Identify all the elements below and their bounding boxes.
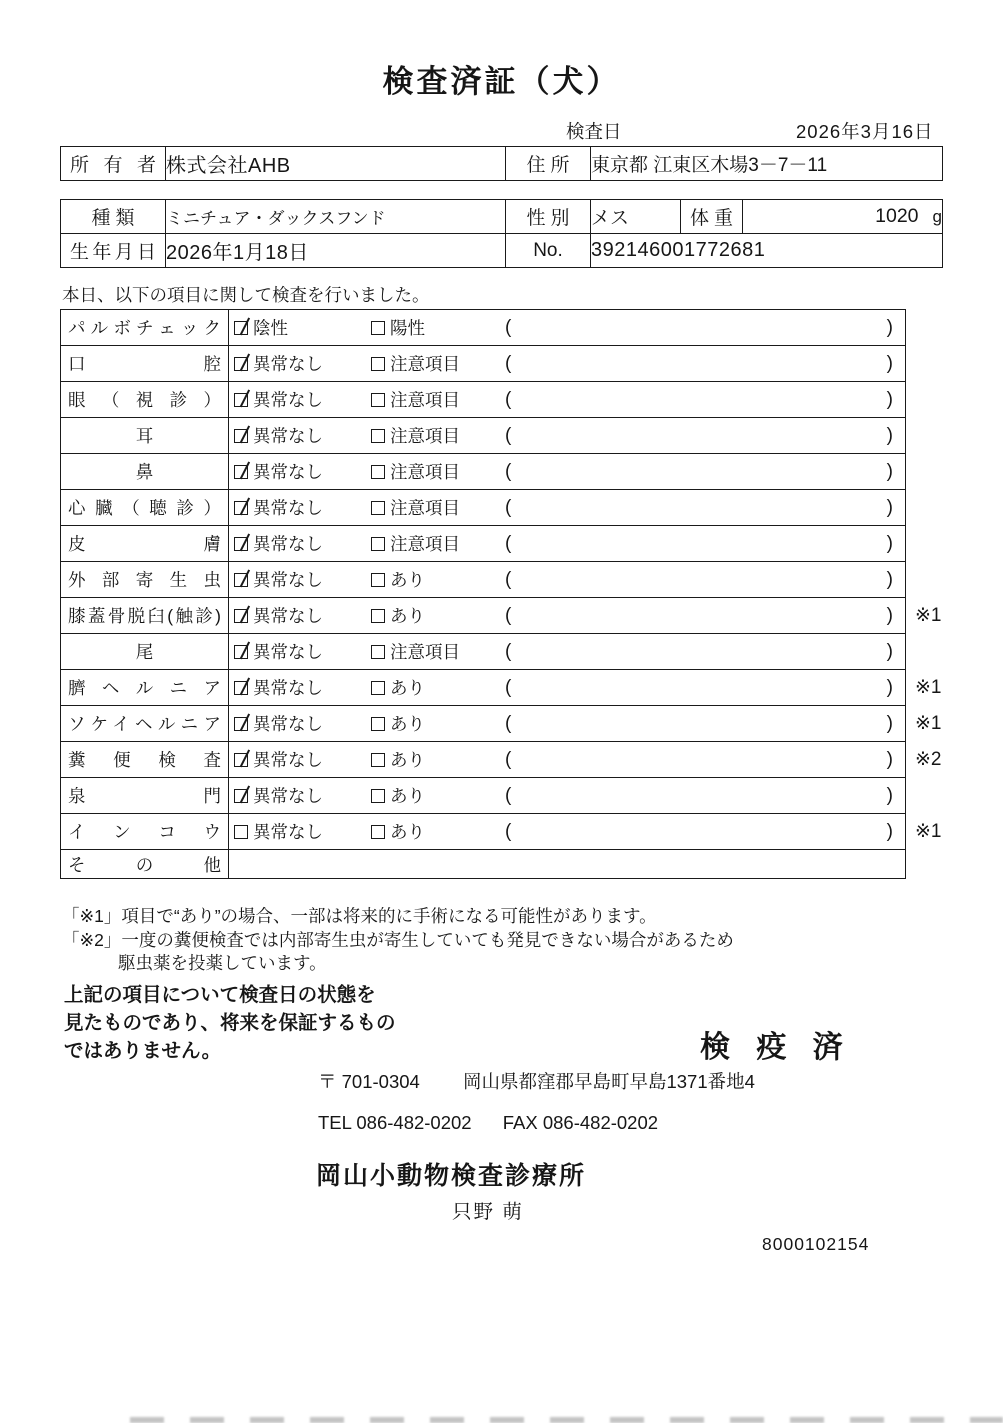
remarks-parentheses xyxy=(503,821,905,843)
inspection-result-cell xyxy=(229,778,906,814)
remarks-parentheses xyxy=(503,389,905,411)
breed-row xyxy=(61,200,943,234)
inspection-row xyxy=(61,742,964,778)
paren-close: ) xyxy=(886,640,893,662)
result-option-1 xyxy=(234,711,371,736)
weight-value: 1020 xyxy=(875,205,919,227)
inspection-row xyxy=(61,490,964,526)
scan-artifact xyxy=(130,1417,1003,1423)
result-option-1 xyxy=(234,819,371,844)
inspection-item-label: 眼（視診） xyxy=(61,382,229,418)
row-reference-note xyxy=(906,778,964,814)
option-1-label: 異常なし xyxy=(253,354,323,374)
option-1-label: 異常なし xyxy=(253,462,323,482)
tel-number: TEL 086-482-0202 xyxy=(318,1112,472,1133)
remarks-parentheses xyxy=(503,353,905,375)
remarks-parentheses xyxy=(503,461,905,483)
row-reference-note xyxy=(906,526,964,562)
paren-open: ( xyxy=(505,496,512,518)
option-1-label: 異常なし xyxy=(253,534,323,554)
inspection-result-cell xyxy=(229,562,906,598)
inspection-item-label: 心臓（聴診） xyxy=(61,490,229,526)
inspection-table xyxy=(60,309,964,879)
checkbox-option-1 xyxy=(234,789,248,803)
inspection-item-label: 口腔 xyxy=(61,346,229,382)
row-reference-note xyxy=(906,418,964,454)
footnote-2-line1: 「※2」一度の糞便検査では内部寄生虫が寄生していても発見できない場合があるため xyxy=(62,930,734,950)
inspection-result-cell xyxy=(229,814,906,850)
checkbox-option-2 xyxy=(371,681,385,695)
remarks-parentheses xyxy=(503,641,905,663)
inspection-item-label: 耳 xyxy=(61,418,229,454)
birthdate-value: 2026年1月18日 xyxy=(166,234,506,268)
paren-open: ( xyxy=(505,352,512,374)
checkbox-option-2 xyxy=(371,609,385,623)
clinic-phone-line xyxy=(318,1112,658,1134)
paren-open: ( xyxy=(505,532,512,554)
paren-open: ( xyxy=(505,820,512,842)
postal-code: 〒 701-0304 xyxy=(318,1071,420,1092)
option-2-label: 注意項目 xyxy=(390,390,460,410)
disclaimer-line-1: 上記の項目について検査日の状態を xyxy=(64,984,376,1006)
remarks-parentheses xyxy=(503,713,905,735)
result-option-2 xyxy=(371,315,503,340)
certificate-no-label: No. xyxy=(506,234,591,268)
paren-close: ) xyxy=(886,316,893,338)
option-2-label: 陽性 xyxy=(390,318,425,338)
birthdate-row xyxy=(61,234,943,268)
inspection-result-cell xyxy=(229,850,906,879)
remarks-parentheses xyxy=(503,425,905,447)
row-reference-note: ※2 xyxy=(915,749,942,770)
result-option-2 xyxy=(371,675,503,700)
option-2-label: 注意項目 xyxy=(390,642,460,662)
checkbox-option-2 xyxy=(371,789,385,803)
paren-open: ( xyxy=(505,316,512,338)
row-reference-note xyxy=(906,634,964,670)
option-1-label: 異常なし xyxy=(253,606,323,626)
paren-close: ) xyxy=(886,676,893,698)
checkbox-option-2 xyxy=(371,429,385,443)
row-reference-note: ※1 xyxy=(915,821,942,842)
option-1-label: 異常なし xyxy=(253,750,323,770)
result-option-1 xyxy=(234,639,371,664)
row-reference-note xyxy=(906,850,964,879)
checkbox-option-1 xyxy=(234,429,248,443)
inspection-result-cell xyxy=(229,490,906,526)
checkbox-option-1 xyxy=(234,717,248,731)
paren-close: ) xyxy=(886,352,893,374)
row-reference-note xyxy=(906,346,964,382)
checkbox-option-2 xyxy=(371,465,385,479)
inspection-row xyxy=(61,346,964,382)
option-2-label: あり xyxy=(390,570,425,590)
inspection-item-label: 臍ヘルニア xyxy=(61,670,229,706)
remarks-parentheses xyxy=(503,785,905,807)
row-reference-note: ※1 xyxy=(915,713,942,734)
paren-close: ) xyxy=(886,424,893,446)
inspection-item-label: 鼻 xyxy=(61,454,229,490)
paren-close: ) xyxy=(886,388,893,410)
checkbox-option-2 xyxy=(371,357,385,371)
option-2-label: 注意項目 xyxy=(390,426,460,446)
inspection-row xyxy=(61,562,964,598)
checkbox-option-1 xyxy=(234,465,248,479)
result-option-2 xyxy=(371,495,503,520)
result-option-1 xyxy=(234,783,371,808)
option-2-label: あり xyxy=(390,678,425,698)
option-2-label: あり xyxy=(390,714,425,734)
inspection-result-cell xyxy=(229,670,906,706)
pet-info-table xyxy=(60,199,943,268)
sex-label: 性別 xyxy=(506,200,591,234)
checkbox-option-2 xyxy=(371,645,385,659)
result-option-2 xyxy=(371,603,503,628)
option-2-label: あり xyxy=(390,822,425,842)
checkbox-option-1 xyxy=(234,393,248,407)
inspection-row xyxy=(61,382,964,418)
inspection-row xyxy=(61,418,964,454)
result-option-2 xyxy=(371,639,503,664)
checkbox-option-1 xyxy=(234,321,248,335)
inspection-item-label: 泉門 xyxy=(61,778,229,814)
inspection-result-cell xyxy=(229,418,906,454)
intro-text: 本日、以下の項目に関して検査を行いました。 xyxy=(62,285,430,305)
disclaimer-text xyxy=(64,981,396,1065)
inspection-row xyxy=(61,706,964,742)
quarantine-stamp: 検 疫 済 xyxy=(700,1031,852,1064)
checkbox-option-2 xyxy=(371,321,385,335)
option-2-label: 注意項目 xyxy=(390,534,460,554)
inspection-item-label: 外部寄生虫 xyxy=(61,562,229,598)
result-option-1 xyxy=(234,495,371,520)
fax-number: FAX 086-482-0202 xyxy=(502,1112,659,1133)
result-option-2 xyxy=(371,423,503,448)
result-option-1 xyxy=(234,459,371,484)
remarks-parentheses xyxy=(503,605,905,627)
result-option-1 xyxy=(234,675,371,700)
checkbox-option-2 xyxy=(371,753,385,767)
option-2-label: あり xyxy=(390,786,425,806)
weight-label: 体重 xyxy=(681,200,743,234)
result-option-2 xyxy=(371,819,503,844)
row-reference-note xyxy=(906,310,964,346)
result-option-1 xyxy=(234,531,371,556)
address-value: 東京都 江東区木場3－7－11 xyxy=(591,147,943,181)
inspection-row xyxy=(61,634,964,670)
option-1-label: 異常なし xyxy=(253,642,323,662)
checkbox-option-1 xyxy=(234,645,248,659)
paren-close: ) xyxy=(886,532,893,554)
inspection-row xyxy=(61,850,964,879)
result-option-2 xyxy=(371,351,503,376)
option-2-label: 注意項目 xyxy=(390,462,460,482)
checkbox-option-2 xyxy=(371,501,385,515)
paren-open: ( xyxy=(505,748,512,770)
remarks-parentheses xyxy=(503,497,905,519)
remarks-parentheses xyxy=(503,677,905,699)
paren-close: ) xyxy=(886,568,893,590)
inspection-row xyxy=(61,670,964,706)
option-1-label: 異常なし xyxy=(253,390,323,410)
result-option-2 xyxy=(371,747,503,772)
inspection-result-cell xyxy=(229,706,906,742)
paren-open: ( xyxy=(505,784,512,806)
paren-open: ( xyxy=(505,388,512,410)
inspection-item-label: その他 xyxy=(61,850,229,879)
checkbox-option-1 xyxy=(234,753,248,767)
checkbox-option-1 xyxy=(234,825,248,839)
checkbox-option-1 xyxy=(234,501,248,515)
inspection-result-cell xyxy=(229,742,906,778)
checkbox-option-2 xyxy=(371,717,385,731)
owner-label: 所有者 xyxy=(61,147,166,181)
checkbox-option-1 xyxy=(234,609,248,623)
breed-label: 種類 xyxy=(61,200,166,234)
option-1-label: 異常なし xyxy=(253,678,323,698)
paren-open: ( xyxy=(505,712,512,734)
row-reference-note xyxy=(906,382,964,418)
inspection-result-cell xyxy=(229,310,906,346)
birthdate-label: 生年月日 xyxy=(61,234,166,268)
certificate-no-value: 392146001772681 xyxy=(591,234,943,268)
veterinarian-name: 只野 萌 xyxy=(452,1201,524,1223)
row-reference-note xyxy=(906,454,964,490)
remarks-parentheses xyxy=(503,749,905,771)
inspection-item-label: 糞便検査 xyxy=(61,742,229,778)
option-1-label: 異常なし xyxy=(253,498,323,518)
result-option-1 xyxy=(234,315,371,340)
owner-value: 株式会社AHB xyxy=(166,147,506,181)
street-address: 岡山県都窪郡早島町早島1371番地4 xyxy=(462,1071,755,1092)
row-reference-note xyxy=(906,490,964,526)
inspection-item-label: 皮膚 xyxy=(61,526,229,562)
result-option-1 xyxy=(234,603,371,628)
inspection-row xyxy=(61,526,964,562)
result-option-2 xyxy=(371,387,503,412)
paren-open: ( xyxy=(505,604,512,626)
result-option-1 xyxy=(234,423,371,448)
paren-open: ( xyxy=(505,640,512,662)
result-option-1 xyxy=(234,747,371,772)
option-2-label: あり xyxy=(390,606,425,626)
inspection-item-label: パルボチェック xyxy=(61,310,229,346)
paren-open: ( xyxy=(505,424,512,446)
inspection-date-label: 検査日 xyxy=(566,121,622,142)
option-1-label: 異常なし xyxy=(253,786,323,806)
result-option-2 xyxy=(371,531,503,556)
inspection-row xyxy=(61,454,964,490)
inspection-item-label: ソケイヘルニア xyxy=(61,706,229,742)
checkbox-option-2 xyxy=(371,825,385,839)
inspection-item-label: インコウ xyxy=(61,814,229,850)
checkbox-option-1 xyxy=(234,573,248,587)
inspection-row xyxy=(61,814,964,850)
inspection-result-cell xyxy=(229,346,906,382)
remarks-parentheses xyxy=(503,569,905,591)
option-2-label: あり xyxy=(390,750,425,770)
paren-open: ( xyxy=(505,676,512,698)
inspection-row xyxy=(61,778,964,814)
inspection-row xyxy=(61,598,964,634)
clinic-address-line xyxy=(318,1068,755,1094)
weight-unit: g xyxy=(932,206,942,226)
disclaimer-line-2: 見たものであり、将来を保証するもの xyxy=(64,1012,396,1034)
paren-close: ) xyxy=(886,748,893,770)
inspection-item-label: 膝蓋骨脱臼(触診) xyxy=(61,598,229,634)
option-1-label: 陰性 xyxy=(253,318,288,338)
inspection-result-cell xyxy=(229,634,906,670)
paren-close: ) xyxy=(886,604,893,626)
checkbox-option-2 xyxy=(371,573,385,587)
row-reference-note xyxy=(906,562,964,598)
checkbox-option-1 xyxy=(234,537,248,551)
owner-table xyxy=(60,146,943,181)
result-option-1 xyxy=(234,387,371,412)
inspection-result-cell xyxy=(229,382,906,418)
clinic-name: 岡山小動物検査診療所 xyxy=(316,1162,587,1190)
paren-open: ( xyxy=(505,568,512,590)
paren-close: ) xyxy=(886,820,893,842)
option-1-label: 異常なし xyxy=(253,570,323,590)
remarks-parentheses xyxy=(503,533,905,555)
sex-value: メス xyxy=(591,200,681,234)
disclaimer-line-3: ではありません。 xyxy=(64,1040,222,1062)
option-1-label: 異常なし xyxy=(253,426,323,446)
inspection-result-cell xyxy=(229,598,906,634)
address-label: 住所 xyxy=(506,147,591,181)
option-2-label: 注意項目 xyxy=(390,354,460,374)
checkbox-option-2 xyxy=(371,393,385,407)
inspection-date-row xyxy=(0,118,1003,144)
option-2-label: 注意項目 xyxy=(390,498,460,518)
checkbox-option-1 xyxy=(234,357,248,371)
breed-value: ミニチュア・ダックスフンド xyxy=(166,200,506,234)
result-option-2 xyxy=(371,567,503,592)
paren-close: ) xyxy=(886,712,893,734)
document-code: 8000102154 xyxy=(762,1234,870,1254)
checkbox-option-2 xyxy=(371,537,385,551)
inspection-row xyxy=(61,310,964,346)
result-option-2 xyxy=(371,711,503,736)
inspection-item-label: 尾 xyxy=(61,634,229,670)
paren-close: ) xyxy=(886,460,893,482)
result-option-2 xyxy=(371,783,503,808)
footnote-2-line2: 駆虫薬を投薬しています。 xyxy=(118,953,327,973)
remarks-parentheses xyxy=(503,317,905,339)
document-title: 検査済証（犬） xyxy=(382,64,621,99)
weight-value-cell xyxy=(743,200,943,234)
owner-row xyxy=(61,147,943,181)
inspection-result-cell xyxy=(229,526,906,562)
paren-close: ) xyxy=(886,496,893,518)
paren-close: ) xyxy=(886,784,893,806)
row-reference-note: ※1 xyxy=(915,677,942,698)
inspection-date-value: 2026年3月16日 xyxy=(796,121,934,142)
paren-open: ( xyxy=(505,460,512,482)
result-option-1 xyxy=(234,351,371,376)
option-1-label: 異常なし xyxy=(253,714,323,734)
row-reference-note: ※1 xyxy=(915,605,942,626)
option-1-label: 異常なし xyxy=(253,822,323,842)
checkbox-option-1 xyxy=(234,681,248,695)
result-option-2 xyxy=(371,459,503,484)
result-option-1 xyxy=(234,567,371,592)
inspection-result-cell xyxy=(229,454,906,490)
footnote-1: 「※1」項目で“あり”の場合、一部は将来的に手術になる可能性があります。 xyxy=(62,906,657,926)
